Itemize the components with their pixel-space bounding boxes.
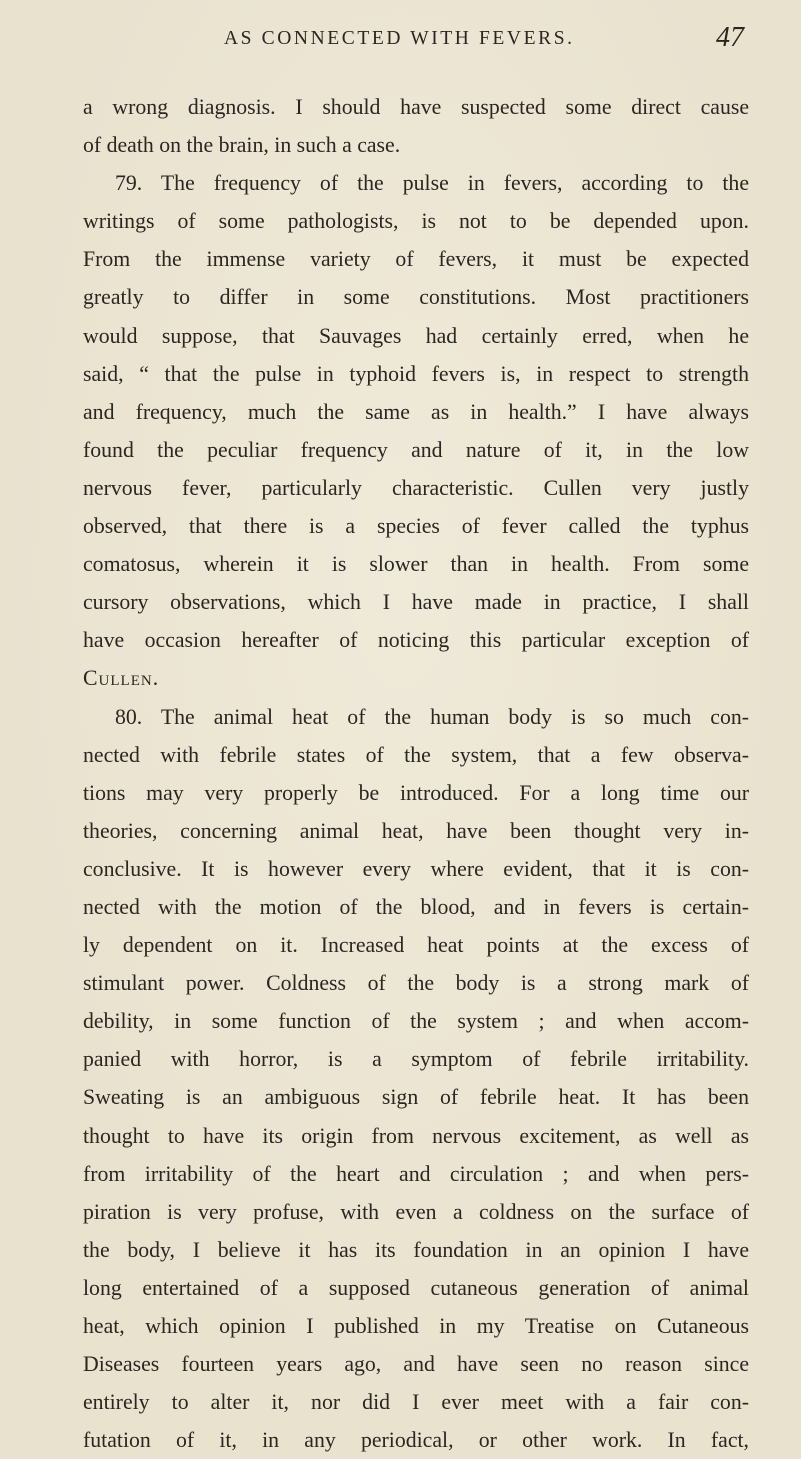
text-line: nected with febrile states of the system, that a few observa- <box>83 742 749 767</box>
text-line: greatly to differ in some constitutions. Most practitioners <box>83 285 749 310</box>
running-head: AS CONNECTED WITH FEVERS. <box>224 28 575 49</box>
page-header <box>224 20 744 60</box>
text-line: of death on the brain, in such a case. <box>83 133 401 158</box>
text-line: long entertained of a supposed cutaneous generation of animal <box>83 1275 749 1300</box>
text-line: a wrong diagnosis. I should have suspected some direct cause <box>83 95 749 119</box>
page-number: 47 <box>716 22 744 53</box>
text-line: From the immense variety of fevers, it must be expected <box>83 247 749 272</box>
text-line: thought to have its origin from nervous excitement, as well as <box>83 1123 749 1148</box>
text-line: and frequency, much the same as in health.” I have always <box>83 399 749 424</box>
text-line: Cullen. <box>83 666 160 691</box>
text-line: the body, I believe it has its foundation in an opinion I have <box>83 1237 749 1262</box>
text-line: futation of it, in any periodical, or other work. In fact, <box>83 1428 749 1453</box>
text-line: comatosus, wherein it is slower than in health. From some <box>83 552 749 577</box>
text-line: debility, in some function of the system ; and when accom- <box>83 1009 749 1034</box>
text-line: said, “ that the pulse in typhoid fevers is, in respect to strength <box>83 361 749 386</box>
paragraph-79-start: 79. The frequency of the pulse in fevers, according to the <box>115 171 749 196</box>
text-line: stimulant power. Coldness of the body is a strong mark of <box>83 971 749 996</box>
text-line: tions may very properly be introduced. For a long time our <box>83 780 749 805</box>
text-line: would suppose, that Sauvages had certainly erred, when he <box>83 323 749 348</box>
text-line: theories, concerning animal heat, have been thought very in- <box>83 818 749 843</box>
text-line: writings of some pathologists, is not to be depended upon. <box>83 209 749 234</box>
text-line: found the peculiar frequency and nature of it, in the low <box>83 437 749 462</box>
paragraph-80-start: 80. The animal heat of the human body is so much con- <box>115 704 749 729</box>
text-line: ly dependent on it. Increased heat points at the excess of <box>83 933 749 958</box>
body-text <box>83 88 749 1453</box>
text-line: cursory observations, which I have made in practice, I shall <box>83 590 749 615</box>
text-line: from irritability of the heart and circulation ; and when pers- <box>83 1161 749 1186</box>
text-line: Sweating is an ambiguous sign of febrile heat. It has been <box>83 1085 749 1110</box>
text-line: heat, which opinion I published in my Treatise on Cutaneous <box>83 1314 749 1338</box>
text-line: conclusive. It is however every where evident, that it is con- <box>83 856 749 881</box>
text-line: nervous fever, particularly characteristic. Cullen very justly <box>83 475 749 500</box>
text-line: observed, that there is a species of fever called the typhus <box>83 514 749 539</box>
text-line: Diseases fourteen years ago, and have seen no reason since <box>83 1352 749 1377</box>
text-line: piration is very profuse, with even a coldness on the surface of <box>83 1199 749 1224</box>
text-line: have occasion hereafter of noticing this particular exception of <box>83 628 749 653</box>
text-line: nected with the motion of the blood, and in fevers is certain- <box>83 894 749 919</box>
text-line: panied with horror, is a symptom of febrile irritability. <box>83 1047 749 1072</box>
text-line: entirely to alter it, nor did I ever meet with a fair con- <box>83 1390 749 1415</box>
